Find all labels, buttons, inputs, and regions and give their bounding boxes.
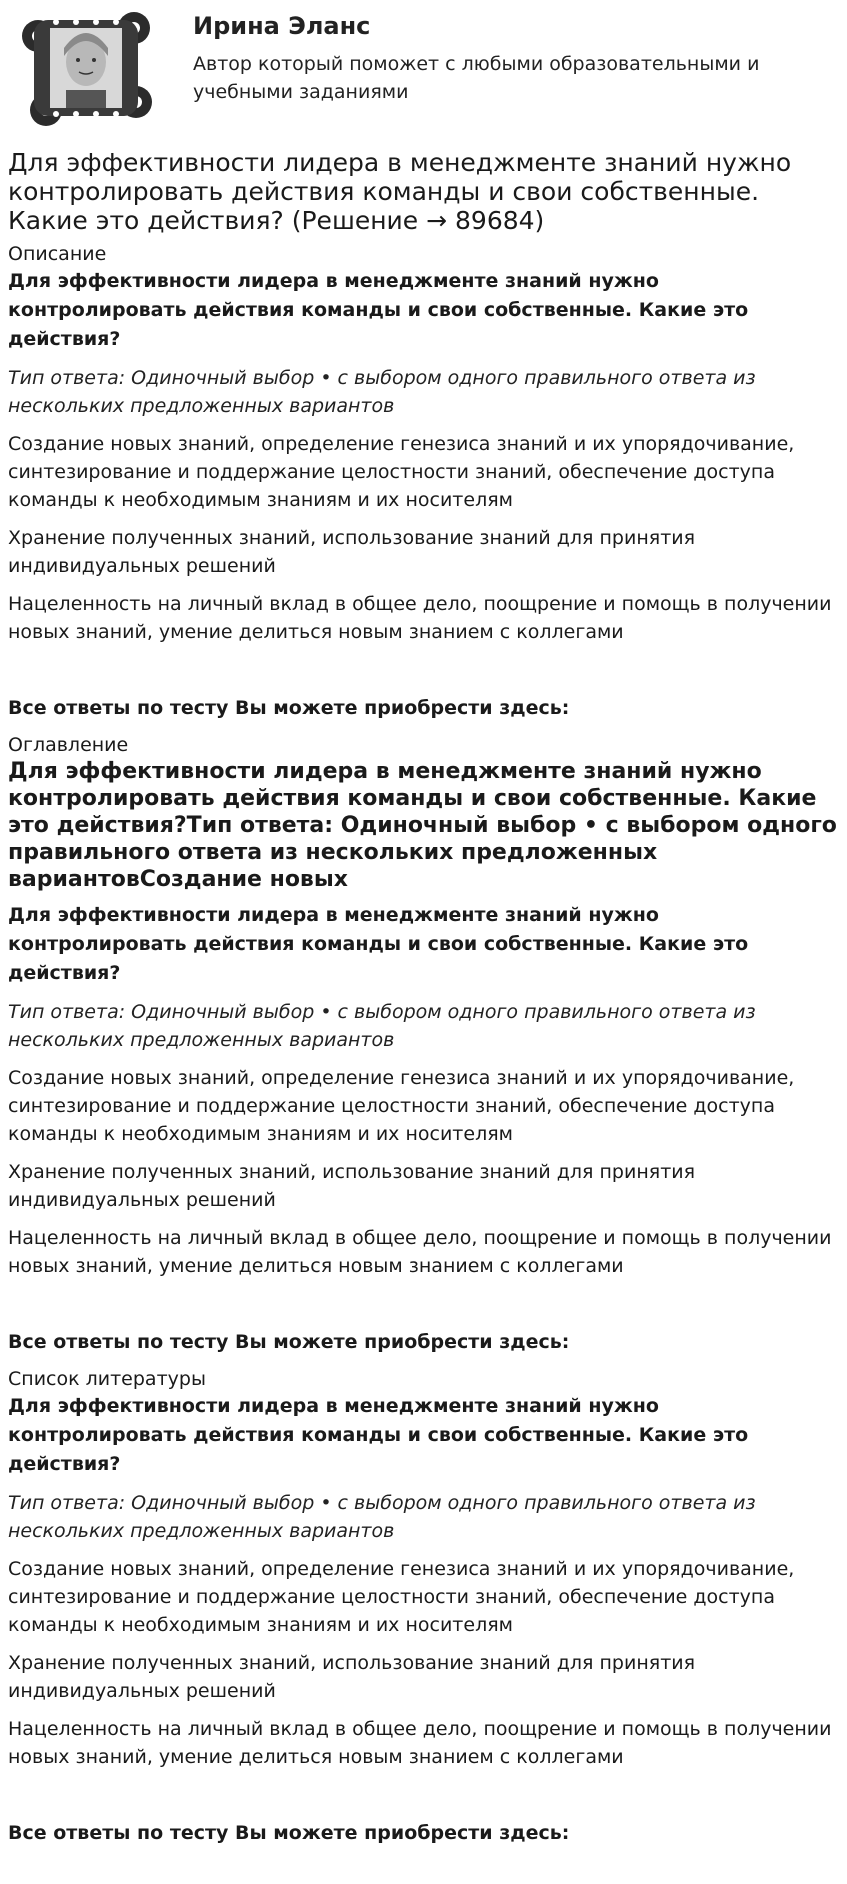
section-label: Оглавление	[8, 734, 129, 756]
buy-answers-text: Все ответы по тесту Вы можете приобрести здесь:	[8, 697, 570, 719]
section-label: Список литературы	[8, 1368, 206, 1390]
page-title: Для эффективности лидера в менеджменте знаний нужно контролировать действия команды и свои собственные. Какие это действия? (Решение → 89684)	[8, 148, 792, 235]
section-references	[8, 1366, 839, 1847]
buy-answers-text: Все ответы по тесту Вы можете приобрести здесь:	[8, 1822, 570, 1844]
author-block	[8, 0, 839, 140]
section-label: Описание	[8, 243, 107, 265]
answer-option: Хранение полученных знаний, использование знаний для принятия индивидуальных решений	[8, 1652, 696, 1702]
answer-option: Создание новых знаний, определение генезиса знаний и их упорядочивание, синтезирование и поддержание целостности знаний, обеспечение доступа команды к необходимым знаниям и их носителям	[8, 1558, 795, 1636]
section-description	[8, 241, 839, 722]
author-description: Автор который поможет с любыми образовательными и учебными заданиями	[193, 53, 760, 103]
author-avatar	[16, 6, 156, 130]
answer-option: Создание новых знаний, определение генезиса знаний и их упорядочивание, синтезирование и поддержание целостности знаний, обеспечение доступа команды к необходимым знаниям и их носителям	[8, 433, 795, 511]
question-text: Для эффективности лидера в менеджменте знаний нужно контролировать действия команды и свои собственные. Какие это действия?	[8, 1395, 749, 1475]
answer-option: Создание новых знаний, определение генезиса знаний и их упорядочивание, синтезирование и поддержание целостности знаний, обеспечение доступа команды к необходимым знаниям и их носителям	[8, 1067, 795, 1145]
answer-type: Тип ответа: Одиночный выбор • с выбором одного правильного ответа из нескольких предложенных вариантов	[8, 1001, 756, 1051]
buy-answers-text: Все ответы по тесту Вы можете приобрести здесь:	[8, 1331, 570, 1353]
answer-option: Хранение полученных знаний, использование знаний для принятия индивидуальных решений	[8, 1161, 696, 1211]
answer-type: Тип ответа: Одиночный выбор • с выбором одного правильного ответа из нескольких предложенных вариантов	[8, 367, 756, 417]
question-text: Для эффективности лидера в менеджменте знаний нужно контролировать действия команды и свои собственные. Какие это действия?	[8, 270, 749, 350]
answer-option: Нацеленность на личный вклад в общее дело, поощрение и помощь в получении новых знаний, умение делиться новым знанием с коллегами	[8, 593, 832, 643]
author-name: Ирина Эланс	[193, 12, 371, 40]
answer-option: Нацеленность на личный вклад в общее дело, поощрение и помощь в получении новых знаний, умение делиться новым знанием с коллегами	[8, 1718, 832, 1768]
section-toc	[8, 732, 839, 1356]
answer-option: Нацеленность на личный вклад в общее дело, поощрение и помощь в получении новых знаний, умение делиться новым знанием с коллегами	[8, 1227, 832, 1277]
answer-option: Хранение полученных знаний, использование знаний для принятия индивидуальных решений	[8, 527, 696, 577]
answer-type: Тип ответа: Одиночный выбор • с выбором одного правильного ответа из нескольких предложенных вариантов	[8, 1492, 756, 1542]
question-text: Для эффективности лидера в менеджменте знаний нужно контролировать действия команды и свои собственные. Какие это действия?	[8, 904, 749, 984]
toc-heading: Для эффективности лидера в менеджменте знаний нужно контролировать действия команды и свои собственные. Какие это действия?Тип ответа: Одиночный выбор • с выбором одного правильного ответа из нескольких предложенных вариантовСоздание новых	[8, 759, 837, 892]
